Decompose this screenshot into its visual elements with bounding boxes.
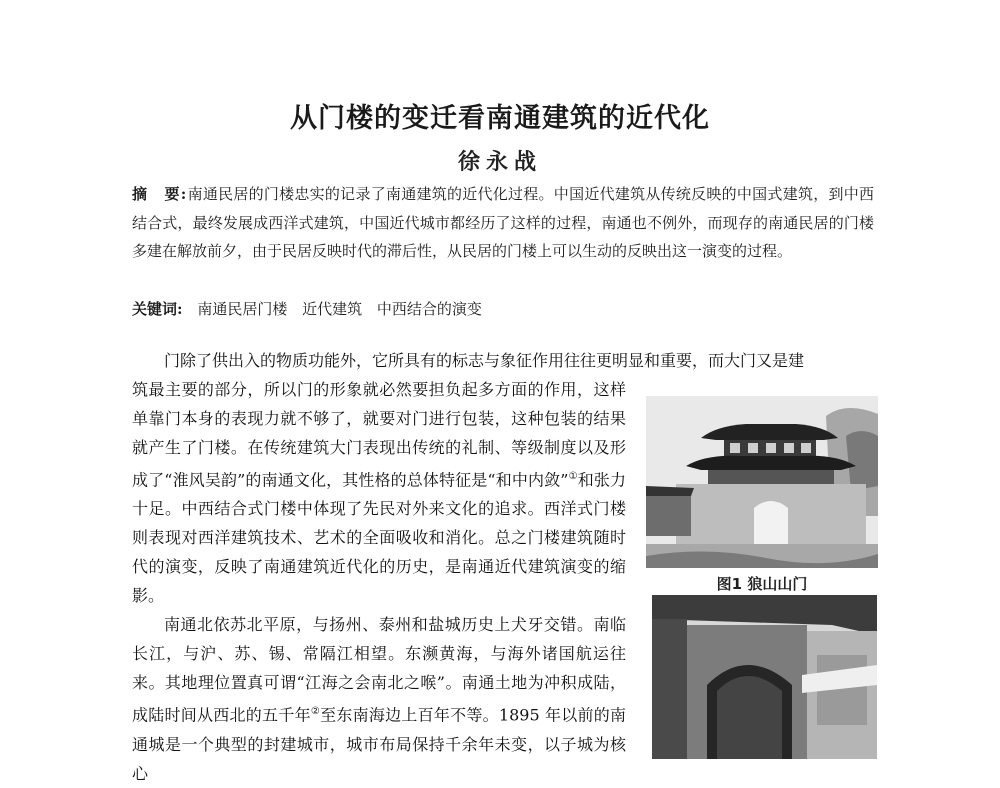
footnote-marker: ②	[310, 706, 321, 718]
gate-tower-illustration	[646, 396, 878, 568]
doorway-illustration	[652, 595, 877, 759]
abstract-text: 南通民居的门楼忠实的记录了南通建筑的近代化过程。中国近代建筑从传统反映的中国式建筑，到中西结合式，最终发展成西洋式建筑，中国近代城市都经历了这样的过程，南通也不例外，而现存的南通民居的门楼多建在解放前夕，由于民居反映时代的滞后性，从民居的门楼上可以生动的反映出这一演变的过程。	[132, 185, 874, 260]
figure-1-photo	[646, 396, 878, 568]
figure-2-photo	[652, 595, 877, 759]
paragraph-text: 至东南海边上百年不等。1895 年以前的南通城是一个典型的封建城市，城市布局保持千余年未变，以子城为核心	[132, 705, 626, 783]
keyword: 中西结合的演变	[376, 300, 482, 318]
paragraph-text: 和张力十足。中西结合式门楼中体现了先民对外来文化的追求。西洋式门楼则表现对西洋建筑技术、艺术的全面吸收和消化。总之门楼建筑随时代的演变，反映了南通建筑近代化的历史，是南通近代建筑演变的缩影。	[132, 470, 626, 606]
paragraph-line: 门除了供出入的物质功能外，它所具有的标志与象征作用往往更明显和重要，而大门又是建	[164, 351, 805, 370]
keywords	[132, 297, 874, 321]
keyword: 南通民居门楼	[197, 300, 288, 318]
keywords-label: 关键词:	[132, 300, 183, 318]
keyword: 近代建筑	[302, 300, 363, 318]
paragraph-2	[132, 610, 626, 787]
paragraph-text: 筑最主要的部分，所以门的形象就必然要担负起多方面的作用，这样单靠门本身的表现力就不够了，就要对门进行包装，这种包装的结果就产生了门楼。在传统建筑大门表现出传统的礼制、等级制度以及形成了“淮风吴韵”的南通文化，其性格的总体特征是“和中内敛”	[132, 380, 626, 490]
abstract	[132, 180, 874, 266]
footnote-marker: ①	[568, 471, 578, 482]
author-name: 徐永战	[457, 149, 542, 175]
body-first-line	[132, 346, 874, 375]
abstract-label: 摘 要:	[132, 185, 188, 203]
paragraph-1	[132, 375, 626, 610]
body-column	[132, 375, 626, 788]
figure-1-caption: 图1 狼山山门	[716, 575, 808, 593]
paragraph-text: 南通北依苏北平原，与扬州、泰州和盐城历史上犬牙交错。南临长江，与沪、苏、锡、常隔江相望。东濒黄海，与海外诸国航运往来。其地理位置真可谓“江海之会南北之喉”。南通土地为冲积成陆，成陆时间从西北的五千年	[132, 615, 626, 725]
paper-title: 从门楼的变迁看南通建筑的近代化	[290, 103, 710, 134]
